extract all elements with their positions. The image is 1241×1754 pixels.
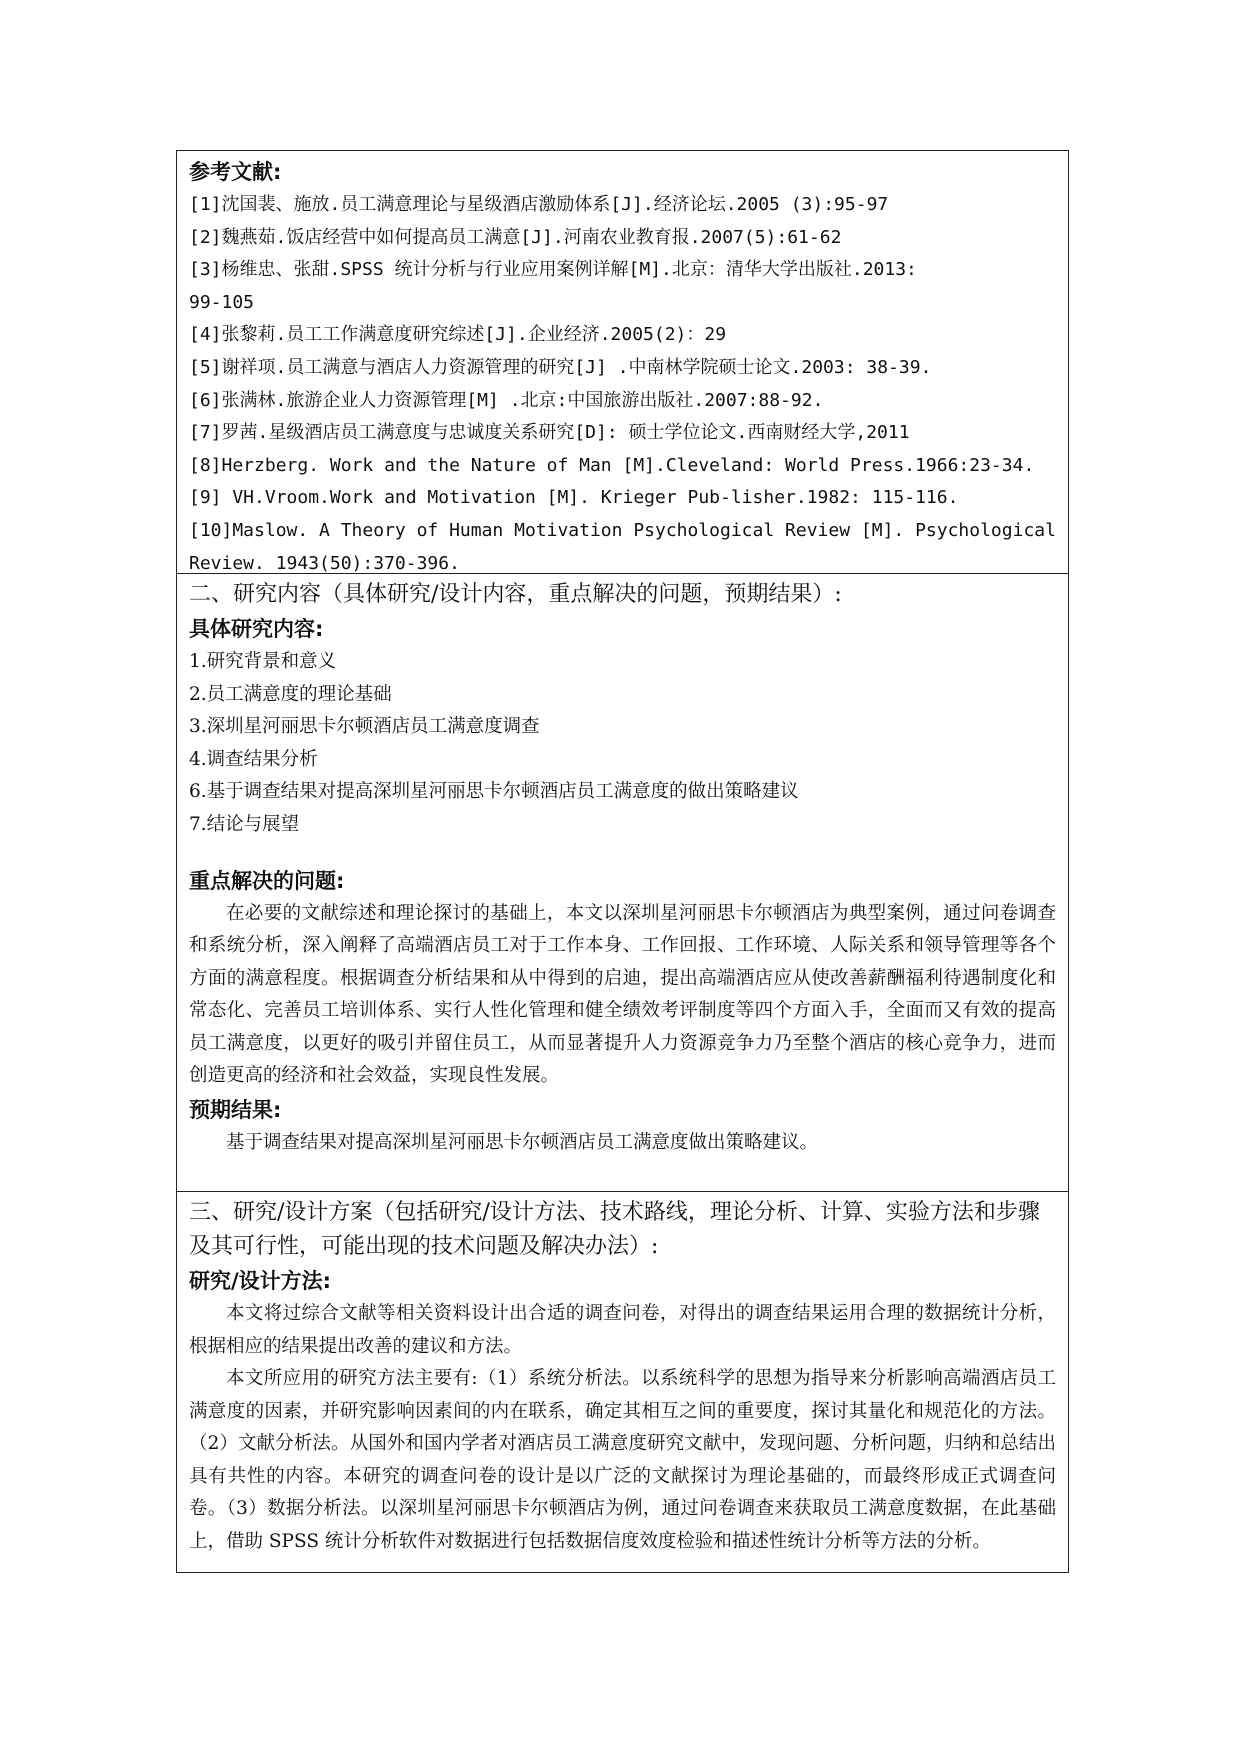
reference-item: Review. 1943(50):370-396. [189,552,460,574]
methods-heading: 研究/设计方法: [189,1269,332,1293]
specific-content-heading: 具体研究内容: [189,617,324,641]
reference-item: [7]罗茜.星级酒店员工满意度与忠诚度关系研究[D]: 硕士学位论文.西南财经大学,2011 [189,422,910,444]
research-plan-cell [177,1192,1068,1572]
content-item: 7.结论与展望 [189,813,300,835]
methods-paragraph-2: 本文所应用的研究方法主要有:（1）系统分析法。以系统科学的思想为指导来分析影响高端酒店员工满意度的因素，并研究影响因素间的内在联系，确定其相互之间的重要度，探讨其量化和规范化的方法。（2）文献分析法。从国外和国内学者对酒店员工满意度研究文献中，发现问题、分析问题，归纳和总结出具有共性的内容。本研究的调查问卷的设计是以广泛的文献探讨为理论基础的，而最终形成正式调查问卷。（3）数据分析法。以深圳星河丽思卡尔顿酒店为例，通过问卷调查来获取员工满意度数据，在此基础上，借助 SPSS 统计分析软件对数据进行包括数据信度效度检验和描述性统计分析等方法的分析。 [189,1368,1056,1552]
references-heading: 参考文献: [189,160,282,184]
key-issues-heading: 重点解决的问题: [189,868,345,893]
content-item: 2.员工满意度的理论基础 [189,683,392,705]
reference-item: [5]谢祥项.员工满意与酒店人力资源管理的研究[J] .中南林学院硕士论文.2003: 38-39. [189,356,932,378]
reference-item: [3]杨维忠、张甜.SPSS 统计分析与行业应用案例详解[M].北京：清华大学出版社.2013: [189,259,917,281]
content-item: 6.基于调查结果对提高深圳星河丽思卡尔顿酒店员工满意度的做出策略建议 [189,781,799,803]
reference-item: [10]Maslow. A Theory of Human Motivation Psychological Review [M]. Psychological [189,519,1056,541]
proposal-table [176,150,1069,1573]
reference-item: [1]沈国裴、施放.员工满意理论与星级酒店激励体系[J].经济论坛.2005 (3):95-97 [189,194,889,215]
references-cell [177,151,1068,574]
content-item: 1.研究背景和意义 [189,651,337,672]
section-title: 三、研究/设计方案（包括研究/设计方法、技术路线，理论分析、计算、实验方法和步骤及其可行性，可能出现的技术问题及解决办法）: [189,1200,1040,1259]
content-item: 3.深圳星河丽思卡尔顿酒店员工满意度调查 [189,716,540,738]
section-title: 二、研究内容（具体研究/设计内容，重点解决的问题，预期结果）: [189,582,842,607]
content-item: 4.调查结果分析 [189,748,318,770]
methods-paragraph-1: 本文将过综合文献等相关资料设计出合适的调查问卷，对得出的调查结果运用合理的数据统计分析，根据相应的结果提出改善的建议和方法。 [189,1303,1056,1357]
reference-item: [2]魏燕茹.饭店经营中如何提高员工满意[J].河南农业教育报.2007(5):61-62 [189,226,842,248]
reference-item: [8]Herzberg. Work and the Nature of Man [M].Cleveland: World Press.1966:23-34. [189,454,1035,476]
reference-item: [9] VH.Vroom.Work and Motivation [M]. Krieger Pub-lisher.1982: 115-116. [189,487,959,509]
reference-item: [4]张黎莉.员工工作满意度研究综述[J].企业经济.2005(2)：29 [189,324,727,346]
expected-results-paragraph: 基于调查结果对提高深圳星河丽思卡尔顿酒店员工满意度做出策略建议。 [226,1131,819,1153]
reference-item: [6]张满林.旅游企业人力资源管理[M] .北京:中国旅游出版社.2007:88-92. [189,389,824,411]
expected-results-heading: 预期结果: [189,1097,282,1122]
reference-item: 99-105 [189,291,255,313]
key-issues-paragraph: 在必要的文献综述和理论探讨的基础上，本文以深圳星河丽思卡尔顿酒店为典型案例，通过问卷调查和系统分析，深入阐释了高端酒店员工对于工作本身、工作回报、工作环境、人际关系和领导管理等各个方面的满意程度。根据调查分析结果和从中得到的启迪，提出高端酒店应从使改善薪酬福利待遇制度化和常态化、完善员工培训体系、实行人性化管理和健全绩效考评制度等四个方面入手，全面而又有效的提高员工满意度，以更好的吸引并留住员工，从而显著提升人力资源竞争力乃至整个酒店的核心竞争力，进而创造更高的经济和社会效益，实现良性发展。 [189,902,1056,1087]
research-content-cell [177,574,1068,1192]
